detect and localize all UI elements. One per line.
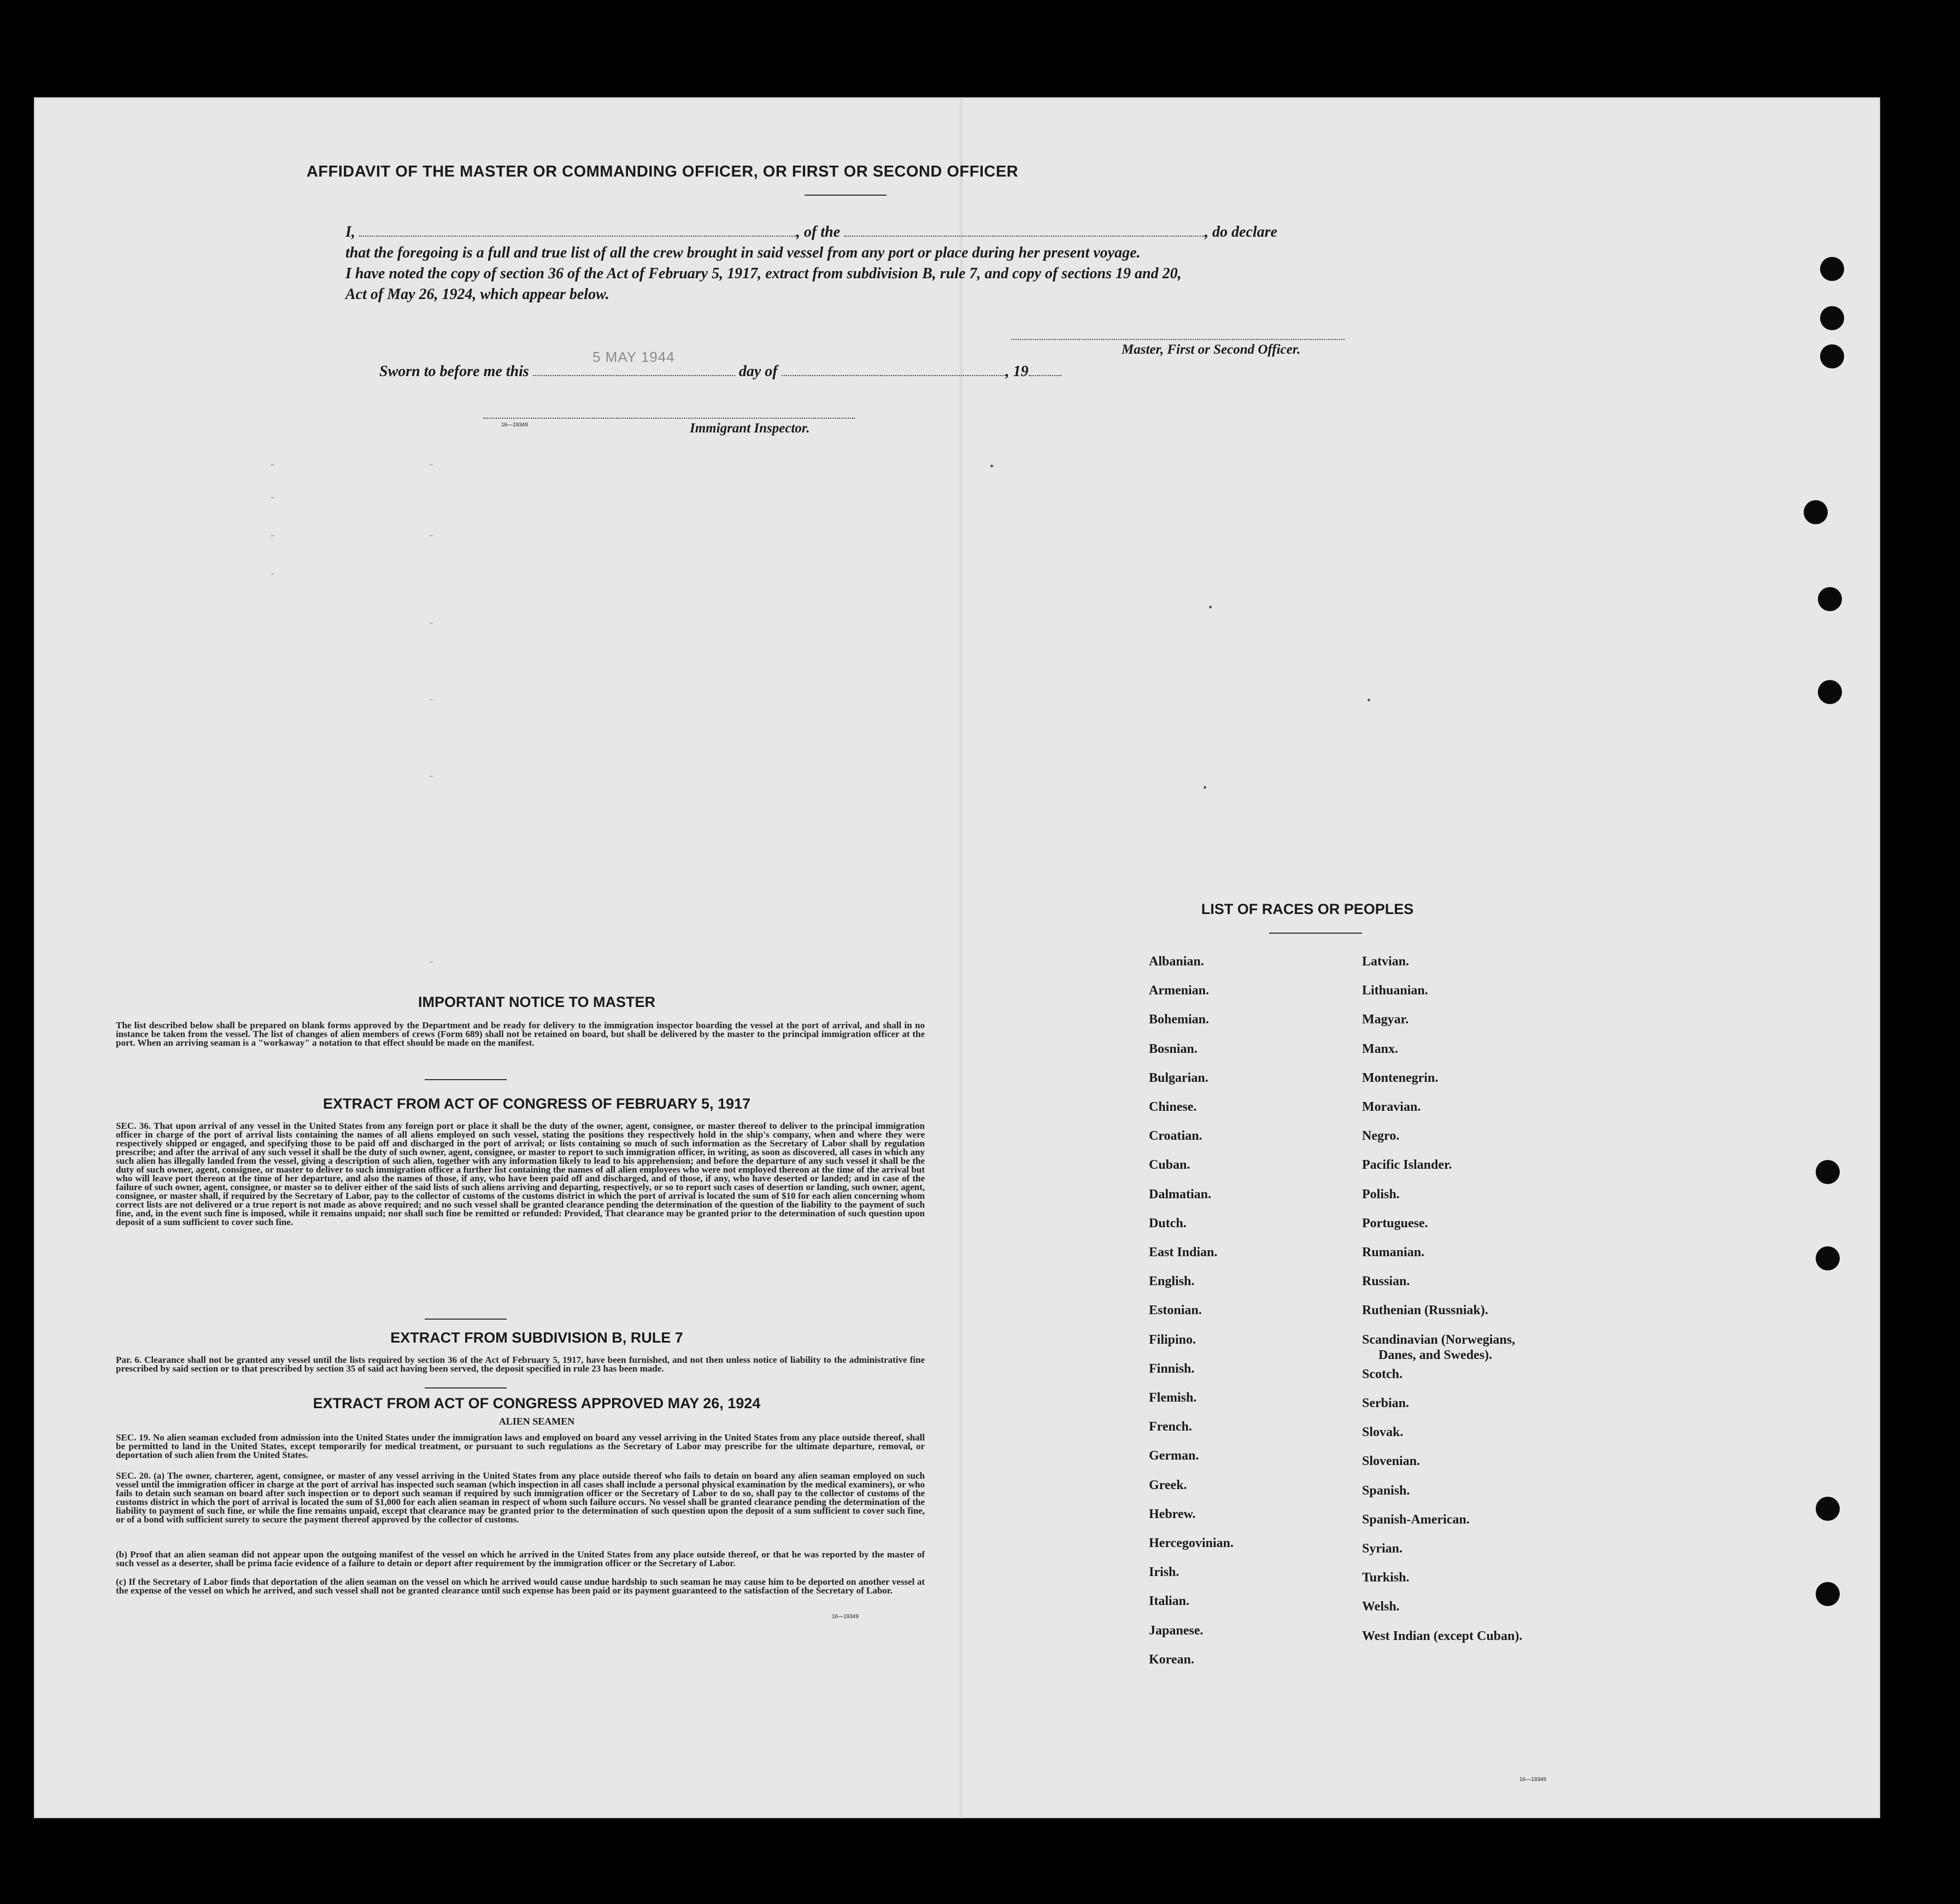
race-item: Bulgarian. <box>1149 1070 1208 1085</box>
race-item: Lithuanian. <box>1362 983 1428 998</box>
race-item: Slovak. <box>1362 1425 1404 1440</box>
section-rule <box>1269 933 1362 934</box>
punch-hole <box>1816 1160 1840 1184</box>
punch-hole <box>1820 257 1844 281</box>
race-item: Greek. <box>1149 1478 1187 1492</box>
punch-hole <box>1816 1246 1840 1270</box>
extract-1917-title: EXTRACT FROM ACT OF CONGRESS OF FEBRUARY 5, 1917 <box>322 1095 751 1112</box>
section-rule <box>425 1387 507 1389</box>
extract-1924-sec20a: SEC. 20. (a) The owner, charterer, agent, consignee, or master of any vessel arriving in the United States from any place outside thereof who fails to detain on board any alien seaman employed on such vessel until the immigration officer in charge at the port of arrival has inspected such seaman (which inspection in all cases shall include a personal physical examination by the medical examiners), or who fails to detain such seaman on board after such inspection or to deport such seaman if required by such immigration officer or the Secretary of Labor to do so, shall pay to the collector of customs of the customs district in which the port of arrival is located the sum of $1,000 for each alien seaman in respect of whom such failure occurs. No vessel shall be granted clearance pending the determination of the liability to payment of such fine, or while the fine remains unpaid, except that clearance may be granted prior to the determination of such question upon the deposit of a sum sufficient to cover such fine, or of a bond with sufficient surety to secure the payment thereof approved by the collector of customs. <box>116 1471 925 1525</box>
race-item: Manx. <box>1362 1041 1398 1056</box>
show-through-mark: - <box>427 617 435 630</box>
notice-title: IMPORTANT NOTICE TO MASTER <box>418 994 655 1010</box>
sworn-line: Sworn to before me this day of , 19 <box>379 362 1199 380</box>
race-item: Hercegovinian. <box>1149 1536 1234 1550</box>
race-item: Albanian. <box>1149 954 1204 969</box>
vessel-blank[interactable] <box>844 222 1205 237</box>
affidavit-line-1: I, , of the , do declare <box>345 224 1277 241</box>
extract-1924-title: EXTRACT FROM ACT OF CONGRESS APPROVED MAY 26, 1924 <box>313 1395 761 1411</box>
race-item: East Indian. <box>1149 1245 1218 1259</box>
race-item: Croatian. <box>1149 1129 1202 1144</box>
race-item: Japanese. <box>1149 1623 1204 1638</box>
name-blank[interactable] <box>359 222 796 237</box>
race-item: Syrian. <box>1362 1542 1403 1556</box>
master-signature-label: Master, First or Second Officer. <box>1122 342 1301 357</box>
notice-text: The list described below shall be prepared on blank forms approved by the Department and be ready for delivery to the immigration inspector boarding the vessel at the port of arrival, and shall in no instance be taken from the vessel. The list of changes of alien members of crews (Form 689) shall not be retained on board, but shall be delivered by the master to the principal immigration officer at the port. When an arriving seaman is a "workaway" a notation to that effect should be made on the manifest. <box>116 1020 925 1048</box>
race-item: Pacific Islander. <box>1362 1158 1452 1173</box>
show-through-mark: - <box>269 529 277 543</box>
race-item: Turkish. <box>1362 1571 1410 1585</box>
race-item: Dutch. <box>1149 1216 1187 1231</box>
race-item: Russian. <box>1362 1274 1410 1289</box>
race-item: Bohemian. <box>1149 1012 1210 1027</box>
month-blank[interactable] <box>782 362 1006 376</box>
affidavit-line-3: I have noted the copy of section 36 of the Act of February 5, 1917, extract from subdivision B, rule 7, and copy of sections 19 and 20, <box>345 265 1182 282</box>
inspector-label: Immigrant Inspector. <box>690 421 810 436</box>
show-through-mark: - <box>427 770 435 783</box>
race-item: Spanish-American. <box>1362 1512 1470 1527</box>
race-item: French. <box>1149 1420 1192 1434</box>
show-through-mark: - <box>269 458 277 472</box>
show-through-dot <box>990 465 993 467</box>
race-item: Cuban. <box>1149 1158 1190 1173</box>
punch-hole <box>1818 680 1842 704</box>
document-sheet <box>34 97 1880 1818</box>
race-item: Montenegrin. <box>1362 1070 1439 1085</box>
race-item: Chinese. <box>1149 1100 1197 1114</box>
alien-seamen-subtitle: ALIEN SEAMEN <box>498 1416 575 1427</box>
extract-rule7-title: EXTRACT FROM SUBDIVISION B, RULE 7 <box>390 1329 683 1346</box>
races-title: LIST OF RACES OR PEOPLES <box>1201 901 1414 917</box>
race-item: Flemish. <box>1149 1391 1197 1405</box>
race-item: Irish. <box>1149 1565 1179 1580</box>
form-number: 16—19349 <box>1519 1777 1546 1783</box>
race-item: Latvian. <box>1362 954 1410 969</box>
punch-hole <box>1820 344 1844 368</box>
race-item: Dalmatian. <box>1149 1187 1211 1202</box>
form-number: 16—19349 <box>501 422 528 428</box>
race-item: Portuguese. <box>1362 1216 1428 1231</box>
punch-hole <box>1804 500 1828 524</box>
race-item: Bosnian. <box>1149 1041 1198 1056</box>
race-item: Welsh. <box>1362 1600 1400 1614</box>
race-item: Armenian. <box>1149 983 1209 998</box>
affidavit-line-4: Act of May 26, 1924, which appear below. <box>345 286 609 303</box>
race-item: English. <box>1149 1274 1195 1289</box>
show-through-dot <box>1209 606 1212 608</box>
race-item: Finnish. <box>1149 1361 1195 1376</box>
race-item: Serbian. <box>1362 1396 1410 1410</box>
extract-rule7-text: Par. 6. Clearance shall not be granted any vessel until the lists required by section 36 of the Act of February 5, 1917, have been furnished, and not then unless notice of liability to the administrative fine prescribed by said section or to that prescribed by section 35 of said act having been served, the deposit specified in rule 23 has been made. <box>116 1355 925 1374</box>
year-blank[interactable] <box>1029 362 1061 376</box>
title-rule <box>805 195 887 196</box>
race-item: Korean. <box>1149 1652 1194 1667</box>
race-item: Ruthenian (Russniak). <box>1362 1303 1488 1318</box>
punch-hole <box>1816 1582 1840 1606</box>
extract-1924-sec20b: (b) Proof that an alien seaman did not appear upon the outgoing manifest of the vessel on which he arrived in the United States from any place outside thereof, or that he was reported by the master of such vessel as a deserter, shall be prima facie evidence of a failure to detain or deport after requirement by the immigration officer or the Secretary of Labor. <box>116 1549 925 1568</box>
show-through-dot <box>1368 699 1370 701</box>
day-blank[interactable] <box>533 362 735 376</box>
race-item: Rumanian. <box>1362 1245 1425 1259</box>
punch-hole <box>1816 1497 1840 1521</box>
extract-1924-sec19: SEC. 19. No alien seaman excluded from admission into the United States under the immigration laws and employed on board any vessel arriving in the United States from any place outside thereof, shall be permitted to land in the United States, except temporarily for medical treatment, or pursuant to such regulations as the Secretary of Labor may prescribe for the ultimate departure, removal, or deportation of such alien from the United States. <box>116 1432 925 1460</box>
show-through-mark: - <box>427 458 435 472</box>
page-fold <box>960 97 963 1818</box>
race-item: Moravian. <box>1362 1100 1421 1114</box>
race-item: Italian. <box>1149 1594 1190 1609</box>
race-item: Scotch. <box>1362 1367 1402 1381</box>
section-rule <box>425 1079 507 1080</box>
extract-1924-sec20c: (c) If the Secretary of Labor finds that deportation of the alien seaman on the vessel on which he arrived would cause undue hardship to such seaman he may cause him to be deported on another vessel at the expense of the vessel on which he arrived, and such vessel shall not be granted clearance until such expense has been paid or its payment guaranteed to the satisfaction of the Secretary of Labor. <box>116 1577 925 1596</box>
race-item: Scandinavian (Norwegians, <box>1362 1332 1516 1347</box>
race-item: Negro. <box>1362 1129 1400 1144</box>
section-rule <box>425 1319 507 1320</box>
race-item: Polish. <box>1362 1187 1400 1202</box>
punch-hole <box>1818 587 1842 611</box>
date-stamp: 5 MAY 1944 <box>592 349 675 365</box>
race-item: West Indian (except Cuban). <box>1362 1628 1523 1643</box>
affidavit-text <box>345 222 1373 305</box>
race-item: Filipino. <box>1149 1332 1196 1347</box>
show-through-mark: - <box>269 567 277 581</box>
race-item: Magyar. <box>1362 1012 1409 1027</box>
extract-1917-text: SEC. 36. That upon arrival of any vessel in the United States from any foreign port or place it shall be the duty of the owner, agent, consignee, or master thereof to deliver to the principal immigration officer in charge of the port of arrival lists containing the names of all aliens employed on such vessel, stating the positions they respectively hold in the ship's company, when and where they were respectively shipped or engaged, and specifying those to be paid off and discharged in the port of arrival; or lists containing so much of such information as the Secretary of Labor shall by regulation prescribe; and after the arrival of any such vessel it shall be the duty of such owner, agent, consignee, or master to report to such immigration officer, in writing, as soon as discovered, all cases in which any such alien has illegally landed from the vessel, giving a description of such alien, together with any information likely to lead to his apprehension; and before the departure of any such vessel it shall be the duty of such owner, agent, consignee, or master to deliver to such immigration officer a further list containing the names of all alien employees who were not employed thereon at the time of the arrival but who will leave port thereon at the time of her departure, and also the names of those, if any, who have been paid off and discharged, and of those, if any, who have deserted or landed; and in case of the failure of such owner, agent, consignee, or master so to deliver either of the said lists of such aliens arriving and departing, respectively, or so to report such cases of desertion or landing, such owner, agent, consignee, or master shall, if required by the Secretary of Labor, pay to the collector of customs of the customs district in which the port of arrival is located the sum of $10 for each alien concerning whom correct lists are not delivered or a true report is not made as above required; and no such vessel shall be granted clearance pending the determination of the question of the liability to the payment of such fine, and, in the event such fine is imposed, while it remains unpaid; nor shall such fine be remitted or refunded: Provided, That clearance may be granted prior to the determination of such question upon deposit of a sum sufficient to cover such fine. <box>116 1121 925 1227</box>
race-item: Slovenian. <box>1362 1454 1421 1469</box>
affidavit-title: AFFIDAVIT OF THE MASTER OR COMMANDING OFFICER, OR FIRST OR SECOND OFFICER <box>306 163 1019 180</box>
race-item: Hebrew. <box>1149 1507 1196 1521</box>
race-item: German. <box>1149 1449 1199 1463</box>
form-number: 16—19349 <box>832 1614 859 1620</box>
show-through-mark: - <box>427 956 435 969</box>
show-through-dot <box>1204 786 1206 789</box>
race-item: Danes, and Swedes). <box>1378 1348 1493 1362</box>
show-through-mark: - <box>427 693 435 707</box>
punch-hole <box>1820 306 1844 330</box>
show-through-mark: - <box>269 491 277 505</box>
race-item: Spanish. <box>1362 1483 1410 1498</box>
inspector-signature-line[interactable] <box>483 418 855 419</box>
affidavit-line-2: that the foregoing is a full and true list of all the crew brought in said vessel from any port or place during her present voyage. <box>345 244 1141 261</box>
show-through-mark: - <box>427 529 435 543</box>
master-signature-line[interactable] <box>1011 339 1345 340</box>
race-item: Estonian. <box>1149 1303 1202 1318</box>
